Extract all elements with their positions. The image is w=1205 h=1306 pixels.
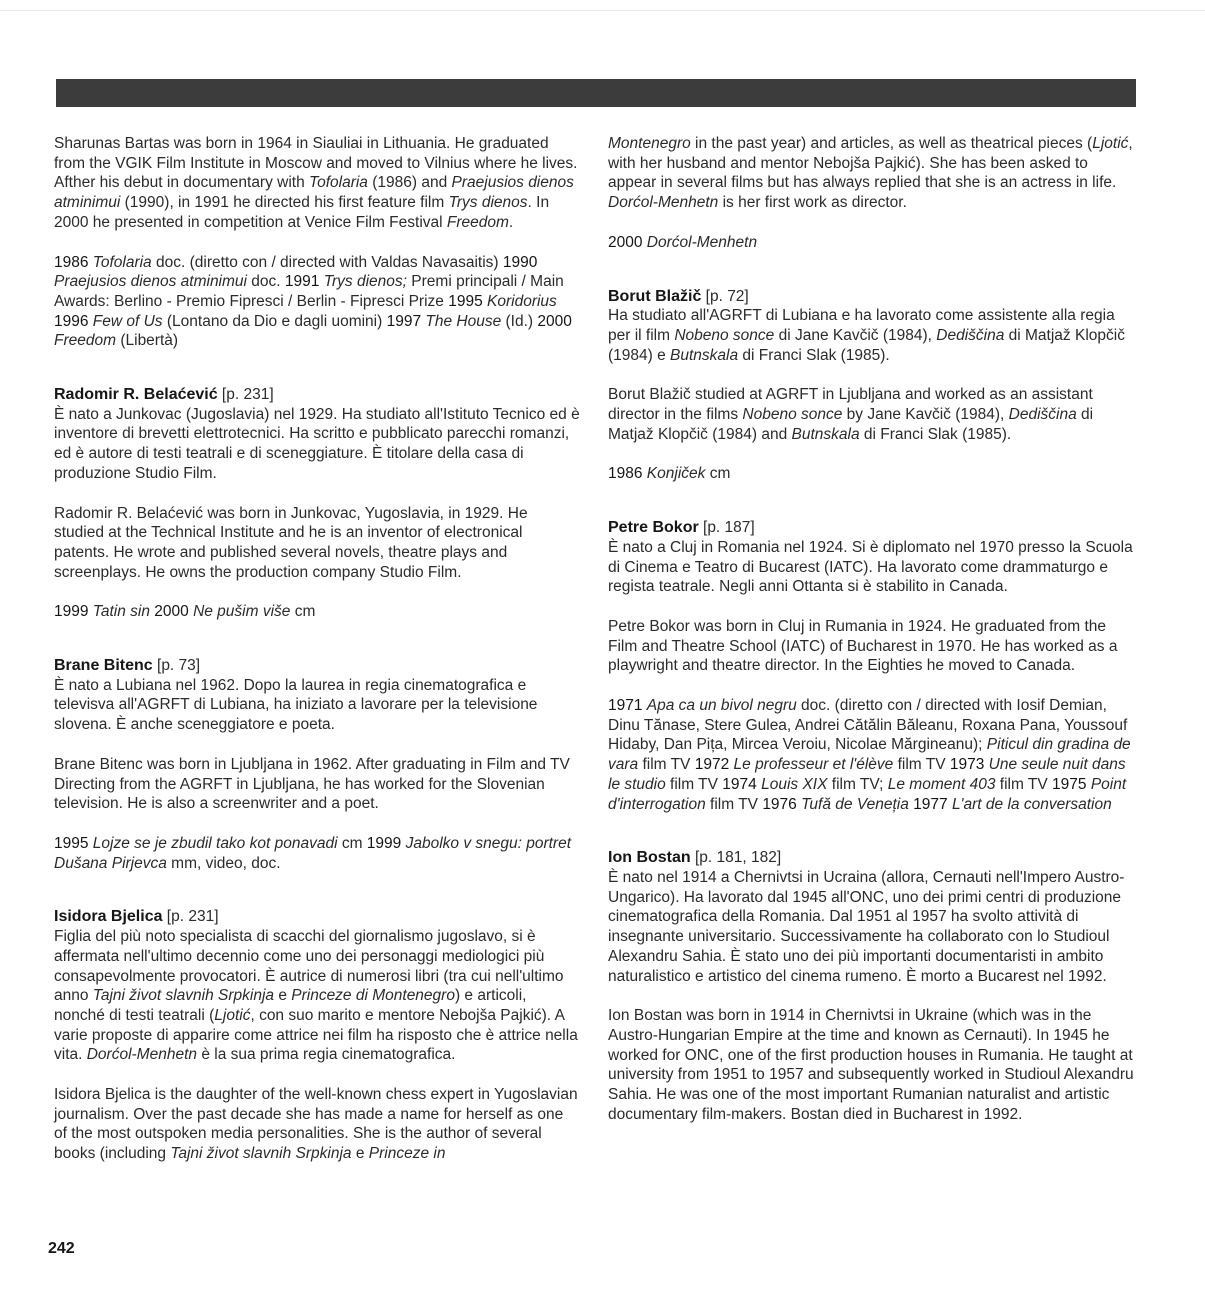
- bio-en: [54, 134, 580, 233]
- film-title: L'art de la conversation: [951, 795, 1112, 813]
- text-run: doc. (diretto con / directed with Iosif Demian, Dinu Tănase, Stere Gulea, Andrei Cătălin Băleanu, Roxana Pana, Youssouf Hidaby, Dan Pița, Mircea Veroiu, Nicolae Mărgineanu);: [608, 697, 1128, 754]
- film-title: Piticul din gradina de vara: [608, 736, 1131, 774]
- bio-en: [608, 617, 1134, 676]
- text-run: doc. (diretto con / directed with Valdas Navasaitis): [151, 253, 503, 271]
- entry-name: Petre Bokor: [608, 519, 699, 537]
- text-run: è la sua prima regia cinematografica.: [197, 1046, 456, 1064]
- film-title: Ne pušim više: [193, 603, 291, 621]
- text-run: doc.: [246, 273, 285, 291]
- entry-name: Radomir R. Belaćević: [54, 386, 218, 404]
- entry-name: Borut Blažič: [608, 287, 702, 305]
- film-year: 1995: [448, 292, 483, 310]
- film-title: Louis XIX: [761, 775, 828, 793]
- text-run: .: [508, 213, 514, 231]
- entry-bostan: [608, 848, 1134, 1124]
- bio-it: [54, 676, 580, 735]
- film-year: 1973: [949, 756, 985, 774]
- bio-it: [608, 306, 1134, 365]
- text-run: (Libertà): [116, 332, 179, 350]
- text-run: mm, video, doc.: [166, 854, 281, 872]
- page-number: 242: [48, 1240, 75, 1257]
- film-title: Une seule nuit dans le studio: [608, 756, 1126, 793]
- text-run: di Franci Slak (1985).: [738, 346, 890, 364]
- entry-bjelica: [54, 907, 580, 1163]
- text-run: Premi principali / Main Awards: Berlino - Premio Fipresci / Berlin - Fipresci Prize: [54, 273, 564, 310]
- text-run: . In 2000 he presented in competition at Venice Film Festival: [54, 194, 550, 231]
- film-title: Tatin sin: [92, 603, 150, 621]
- text-run: Petre Bokor was born in Cluj in Rumania in 1924. He graduated from the Film and Theatre School (IATC) of Bucharest in 1970. He has worked as a playwright and theatre director. In the Eighties he moved to Canada.: [608, 617, 1118, 675]
- text-run: Borut Blažič studied at AGRFT in Ljubljana and worked as an assistant director in the films: [608, 386, 1093, 424]
- film-year: 1972: [694, 756, 730, 774]
- film-year: 1996: [54, 312, 89, 330]
- film-title: Butnskala: [670, 346, 739, 364]
- film-title: Tajni život slavnih Srpkinja: [170, 1145, 352, 1163]
- film-year: 1974: [722, 775, 757, 793]
- page-reference: [p. 231]: [217, 386, 274, 404]
- text-run: film TV: [638, 756, 695, 774]
- film-year: 1990: [502, 253, 538, 271]
- entry-bokor: [608, 518, 1134, 814]
- text-run: Ha studiato all'AGRFT di Lubiana e ha lavorato come assistente alla regia per il film: [608, 307, 1115, 344]
- film-title: Le professeur et l'élève: [733, 756, 894, 774]
- text-run: e: [274, 987, 292, 1005]
- bio-it: [608, 538, 1134, 597]
- film-title: Tofolaria: [92, 253, 152, 271]
- film-title: Dorćol-Menhetn: [608, 194, 719, 212]
- film-title: Jabolko v snegu: portret Dušana Pirjevca: [54, 834, 572, 872]
- page-reference: [p. 181, 182]: [690, 849, 782, 867]
- film-title: Koridorius: [487, 292, 557, 310]
- film-year: 1976: [762, 795, 797, 813]
- text-run: (Id.): [501, 312, 538, 330]
- header-band: [56, 79, 1136, 107]
- film-title: Tufă de Veneția: [801, 795, 909, 813]
- text-run: Radomir R. Belaćević was born in Junkovac, Yugoslavia, in 1929. He studied at the Technical Institute and he is an inventor of electronical patents. He wrote and published several novels, theatre plays and screenplays. He owns the production company Studio Film.: [54, 504, 528, 581]
- film-year: 2000: [537, 312, 572, 330]
- entry-bjelica-continued: [608, 134, 1134, 253]
- film-title: Apa ca un bivol negru: [646, 697, 797, 715]
- page-reference: [p. 72]: [701, 287, 749, 305]
- filmography: [54, 602, 580, 622]
- entry-name: Isidora Bjelica: [54, 908, 163, 926]
- film-title: Trys dienos: [448, 194, 528, 212]
- bio-en: [608, 385, 1134, 444]
- film-title: Point d'interrogation: [608, 775, 1127, 813]
- entry-heading: [608, 518, 1134, 538]
- bio-it: [54, 405, 580, 484]
- page-reference: [p. 187]: [698, 519, 755, 537]
- left-column: [54, 134, 580, 1164]
- film-title: Praejusios dienos atminimui: [54, 273, 247, 291]
- film-title: Freedom: [446, 213, 509, 231]
- film-title: Ljotić: [214, 1006, 251, 1024]
- text-run: , with her husband and mentor Nebojša Pajkić). She has been asked to appear in several films but has always replied that she is an actress in life.: [608, 135, 1133, 192]
- film-year: 1991: [284, 273, 320, 291]
- entry-heading: [608, 287, 1134, 307]
- text-run: film TV: [893, 756, 950, 774]
- film-year: 1977: [913, 795, 948, 813]
- film-title: Nobeno sonce: [674, 326, 775, 344]
- text-run: film TV;: [827, 775, 888, 793]
- film-year: 1986: [54, 253, 89, 271]
- film-year: 1995: [54, 834, 89, 852]
- right-column: [608, 134, 1134, 1124]
- entry-name: Ion Bostan: [608, 849, 691, 867]
- film-title: Few of Us: [92, 312, 163, 330]
- text-run: È nato a Lubiana nel 1962. Dopo la laurea in regia cinematografica e televisva all'AGRFT di Lubiana, ha iniziato a lavorare per la televisione slovena. È anche sceneggiatore e poeta.: [54, 676, 538, 734]
- text-run: in the past year) and articles, as well as theatrical pieces (: [690, 135, 1093, 152]
- film-year: 1999: [366, 834, 402, 852]
- text-run: Brane Bitenc was born in Ljubljana in 1962. After graduating in Film and TV Directing from the AGRFT in Ljubljana, he has worked for the Slovenian television. He is also a screenwriter and a poet.: [54, 755, 570, 813]
- entry-heading: [608, 848, 1134, 868]
- text-run: di Matjaž Klopčič (1984) and: [608, 406, 1094, 443]
- bio-en: [54, 755, 580, 814]
- film-title: Butnskala: [791, 425, 860, 443]
- film-title: Lojze se je zbudil tako kot ponavadi: [92, 834, 338, 852]
- film-title: Princeze di Montenegro: [291, 987, 455, 1005]
- entry-bitenc: [54, 656, 580, 873]
- film-title: Dediščina: [936, 326, 1005, 344]
- film-year: 1997: [386, 312, 422, 330]
- film-year: 2000: [154, 603, 189, 621]
- film-title: Nobeno sonce: [742, 406, 843, 424]
- film-title: Dediščina: [1008, 406, 1077, 424]
- text-run: Sharunas Bartas was born in 1964 in Siauliai in Lithuania. He graduated from the VGIK Film Institute in Moscow and moved to Vilnius where he lives. Afther his debut in documentary with: [54, 135, 578, 192]
- text-run: is her first work as director.: [718, 194, 907, 212]
- bio-it: [54, 927, 580, 1065]
- text-run: (1990), in 1991 he directed his first feature film: [120, 194, 449, 212]
- film-year: 1986: [608, 465, 643, 483]
- entry-belacevic: [54, 385, 580, 622]
- entry-bartas: [54, 134, 580, 351]
- bio-en: [54, 1085, 580, 1164]
- bio-en: [608, 134, 1134, 213]
- text-run: Figlia del più noto specialista di scacchi del giornalismo jugoslavo, si è affermata nell'ultimo decennio come uno dei personaggi mediologici più consapevolmente provocatori. È autrice di numerosi libri (tra cui nell'ultimo anno: [54, 928, 564, 1005]
- text-run: È nato nel 1914 a Chernivtsi in Ucraina (allora, Cernauti nell'Impero Austro-Ungarico). Ha lavorato dal 1945 all'ONC, uno dei primi centri di produzione cinematografica della Romania. Dal 1951 al 1957 ha svolto attività di insegnante universitario. Successivamente ha collaborato con lo Studioul Alexandru Sahia. È stato uno dei più importanti documentaristi in ambito naturalistico e artistico del cinema rumeno. È morto a Bucarest nel 1992.: [608, 868, 1125, 985]
- filmography: [54, 834, 580, 873]
- text-run: (Lontano da Dio e dagli uomini): [162, 312, 387, 330]
- text-run: (1986) and: [367, 174, 452, 192]
- text-run: e: [351, 1145, 369, 1163]
- entry-heading: [54, 385, 580, 405]
- text-run: di Jane Kavčič (1984),: [774, 326, 937, 344]
- text-run: di Matjaž Klopčič (1984) e: [608, 326, 1125, 364]
- film-title: Princeze in: [368, 1145, 446, 1163]
- page-reference: [p. 73]: [152, 657, 201, 675]
- text-run: È nato a Cluj in Romania nel 1924. Si è diplomato nel 1970 presso la Scuola di Cinema e Teatro di Bucarest (IATC). Ha lavorato come drammaturgo e regista teatrale. Negli anni Ottanta si è stabilito in Canada.: [608, 538, 1133, 596]
- film-title: Konjiček: [646, 465, 706, 483]
- film-title: Freedom: [54, 332, 117, 350]
- film-title: Trys dienos;: [323, 273, 407, 291]
- bio-en: [608, 1006, 1134, 1124]
- film-title: Tofolaria: [309, 174, 368, 192]
- film-title: The House: [425, 312, 502, 330]
- entry-name: Brane Bitenc: [54, 657, 153, 675]
- film-year: 1975: [1052, 775, 1087, 793]
- text-run: cm: [290, 603, 316, 621]
- film-title: Montenegro: [608, 135, 691, 152]
- filmography: [54, 253, 580, 352]
- film-year: 1971: [608, 697, 643, 715]
- page-reference: [p. 231]: [162, 908, 219, 926]
- filmography: [608, 696, 1134, 814]
- text-run: di Franci Slak (1985).: [859, 425, 1012, 443]
- text-run: by Jane Kavčič (1984),: [842, 406, 1009, 424]
- film-year: 2000: [608, 233, 643, 251]
- film-title: Dorćol-Menhetn: [86, 1046, 198, 1064]
- film-year: 1999: [54, 603, 89, 621]
- text-run: Ion Bostan was born in 1914 in Chernivtsi in Ukraine (which was in the Austro-Hungarian Empire at the time and known as Cernauti). In 1945 he worked for ONC, one of the first production houses in Rumania. He taught at university from 1951 to 1957 and subsequently worked in Studioul Alexandru Sahia. He was one of the most important Rumanian naturalist and artistic documentary film-makers. Bostan died in Bucharest in 1992.: [608, 1007, 1134, 1123]
- entry-blazic: [608, 287, 1134, 485]
- entry-heading: [54, 656, 580, 676]
- top-rule: [0, 10, 1205, 11]
- film-title: Le moment 403: [887, 775, 996, 793]
- filmography: [608, 464, 1134, 484]
- text-run: film TV: [705, 795, 763, 813]
- film-title: Ljotić: [1092, 135, 1129, 152]
- text-run: È nato a Junkovac (Jugoslavia) nel 1929. Ha studiato all'Istituto Tecnico ed è inventore di brevetti elettrotecnici. Ha scritto e pubblicato parecchi romanzi, ed è autore di testi teatrali e di sceneggiature. È titolare della casa di produzione Studio Film.: [54, 405, 580, 482]
- entry-heading: [54, 907, 580, 927]
- text-run: film TV: [665, 775, 723, 793]
- film-title: Praejusios dienos atminimui: [54, 174, 574, 212]
- text-run: cm: [337, 834, 367, 852]
- bio-it: [608, 868, 1134, 986]
- film-title: Tajni život slavnih Srpkinja: [92, 987, 275, 1005]
- filmography: [608, 233, 1134, 253]
- text-run: cm: [705, 465, 731, 483]
- text-run: , con suo marito e mentore Nebojša Pajkić). A varie proposte di apparire come attrice nei film ha risposto che è attrice nella vita.: [54, 1006, 578, 1064]
- text-run: Isidora Bjelica is the daughter of the well-known chess expert in Yugoslavian journalism. Over the past decade she has made a name for herself as one of the most outspoken media personalities. She is the author of several books (including: [54, 1086, 578, 1163]
- text-run: ) e articoli, nonché di testi teatrali (: [54, 987, 527, 1024]
- text-run: film TV: [995, 775, 1053, 793]
- bio-en: [54, 504, 580, 583]
- film-title: Dorćol-Menhetn: [646, 233, 758, 251]
